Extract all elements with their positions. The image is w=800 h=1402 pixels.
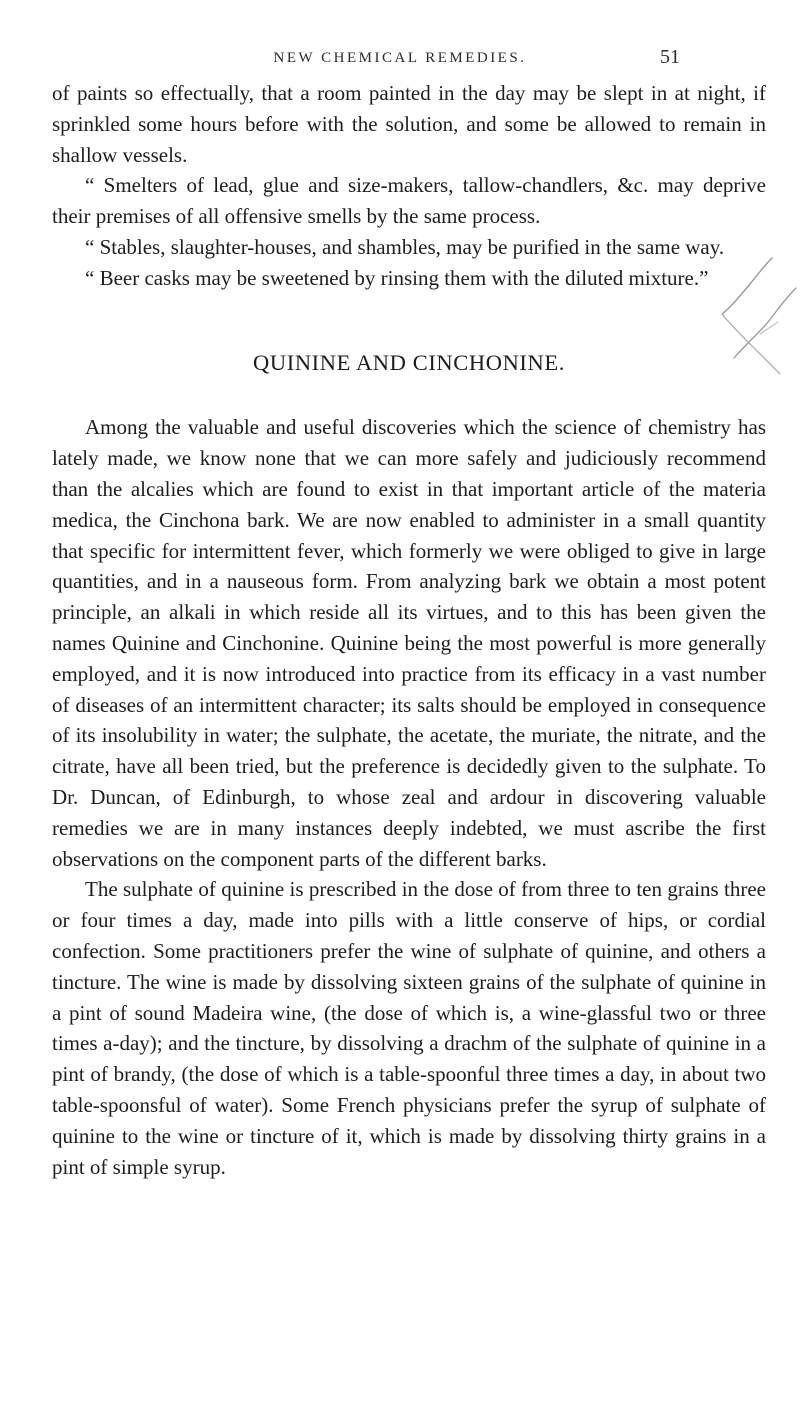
- section-heading: QUININE AND CINCHONINE.: [253, 349, 565, 375]
- paragraph-discoveries: Among the valuable and useful discoveries which the science of chemistry has lately made, we know none that we can more safely and judiciously recommend than the alcalies which are found to exist in that important article of the materia medica, the Cinchona bark. We are now enabled to administer in a small quantity that specific for intermittent fever, which formerly we were obliged to give in large quantities, and in a nauseous form. From analyzing bark we obtain a most potent principle, an alkali in which reside all its virtues, and to this has been given the names Quinine and Cinchonine. Quinine being the most powerful is more generally employed, and it is now introduced into practice from its efficacy in a vast number of diseases of an intermittent character; its salts should be employed in consequence of its insolubility in water; the sulphate, the acetate, the muriate, the nitrate, and the citrate, have all been tried, but the preference is decidedly given to the sulphate. To Dr. Duncan, of Edinburgh, to whose zeal and ardour in discovering valuable remedies we are in many instances deeply indebted, we must ascribe the first observations on the component parts of the different barks.: [52, 415, 766, 871]
- paragraph-sulphate-dosage: The sulphate of quinine is prescribed in the dose of from three to ten grains three or four times a day, made into pills with a little conserve of hips, or cordial confection. Some practitioners prefer the wine of sulphate of quinine, and others a tincture. The wine is made by dissolving sixteen grains of the sulphate of quinine in a pint of sound Madeira wine, (the dose of which is, a wine-glassful two or three times a-day); and the tincture, by dissolving a drachm of the sulphate of quinine in a pint of brandy, (the dose of which is a table-spoonful three times a day, in about two table-spoonsful of water). Some French physicians prefer the syrup of sulphate of quinine to the wine or tincture of it, which is made by dissolving thirty grains in a pint of simple syrup.: [52, 877, 766, 1179]
- paragraph-beer-casks: “ Beer casks may be sweetened by rinsing them with the diluted mixture.”: [85, 265, 709, 290]
- body-text: [52, 78, 766, 1182]
- running-head: NEW CHEMICAL REMEDIES.: [273, 50, 527, 66]
- pencil-cross-mark-icon: [700, 238, 800, 378]
- paragraph-smelters: “ Smelters of lead, glue and size-makers, tallow-chandlers, &c. may deprive their premises of all offensive smells by the same process.: [52, 173, 766, 229]
- page-number: 51: [660, 46, 680, 68]
- paragraph-continuation: of paints so effectually, that a room painted in the day may be slept in at night, if sprinkled some hours before with the solution, and some be allowed to remain in shallow vessels.: [52, 81, 766, 167]
- paragraph-stables: “ Stables, slaughter-houses, and shambles, may be purified in the same way.: [85, 234, 725, 259]
